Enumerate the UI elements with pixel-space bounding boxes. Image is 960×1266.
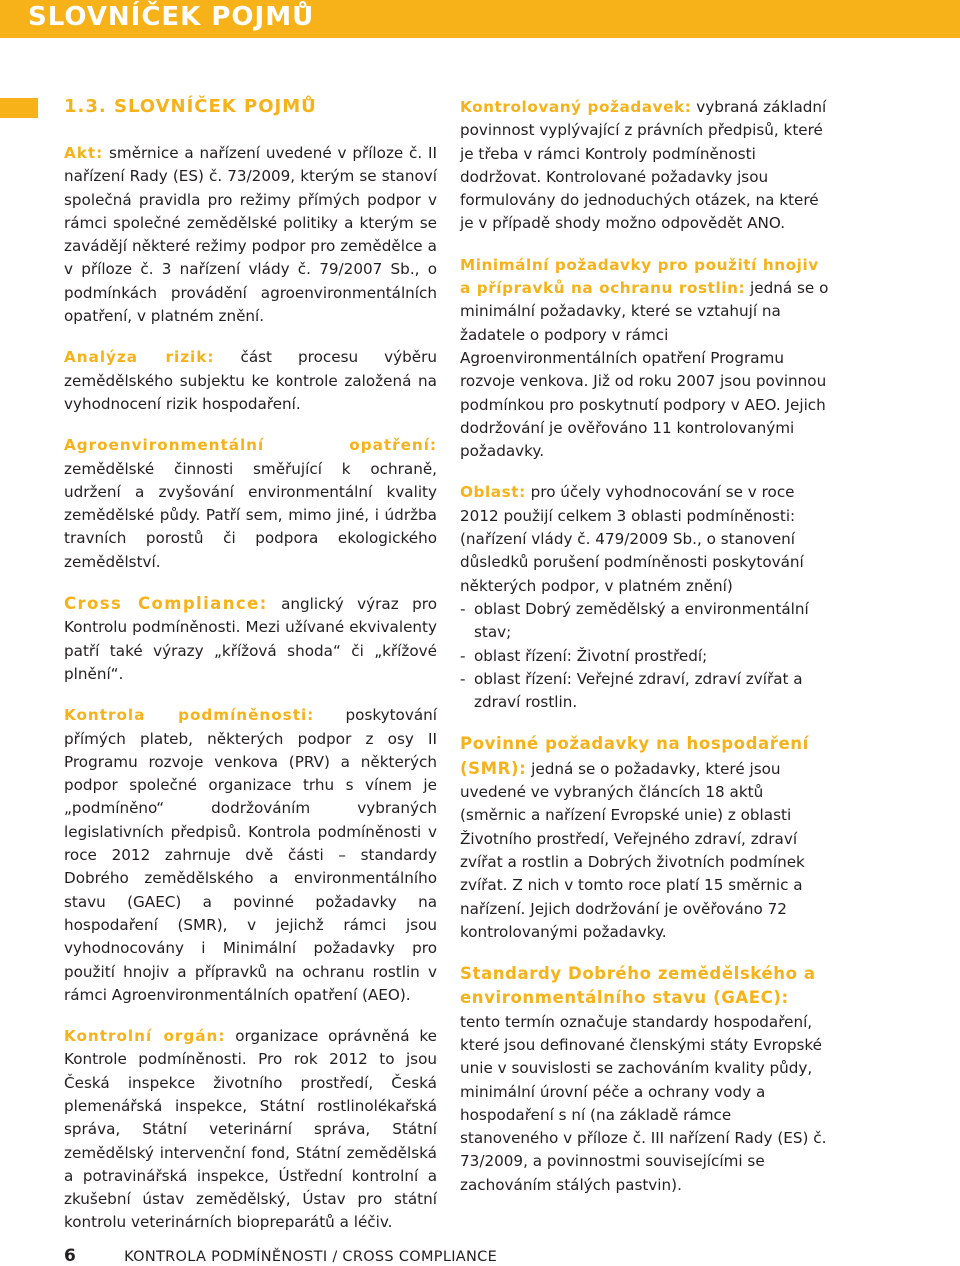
page-footer: [64, 1246, 497, 1266]
glossary-definition: anglický výraz pro Kontrolu podmíněnosti. Mezi užívané ekvivalenty patří také výrazy „křížová shoda“ či „křížové plnění“.: [64, 595, 437, 683]
list-item-text: oblast řízení: Veřejné zdraví, zdraví zvířat a zdraví rostlin.: [474, 669, 803, 712]
glossary-definition: tento termín označuje standardy hospodaření, které jsou definované členskými státy Evropské unie v souvislosti se zachováním kvality půdy, minimální úrovní péče a ochrany vody a hospodaření s ní (na základě rámce stanoveného v příloze č. III nařízení Rady (ES) č. 73/2009, a povinnostmi souvisejícími se zachováním stálých pastvin).: [460, 1012, 827, 1194]
glossary-entry-agroenvironmentalni-opatreni: [64, 434, 437, 574]
glossary-definition: jedná se o minimální požadavky, které se vztahují na žadatele o podpory v rámci Agroenvironmentálních opatření Programu rozvoje venkova. Již od roku 2007 jsou povinnou podmínkou pro poskytnutí podpory v AEO. Jejich dodržování je ověřováno 11 kontrolovanými požadavky.: [460, 279, 829, 461]
glossary-entry-akt: [64, 142, 437, 328]
glossary-term: Akt:: [64, 144, 104, 162]
dash-bullet: -: [460, 599, 466, 618]
glossary-entry-minimalni-pozadavky: [460, 254, 832, 464]
dash-bullet: -: [460, 669, 466, 688]
list-item: [460, 645, 832, 668]
section-marker: [0, 98, 38, 118]
glossary-definition: pro účely vyhodnocování se v roce 2012 použijí celkem 3 oblasti podmíněnosti: (nařízení vlády č. 479/2009 Sb., o stanovení důsledků porušení podmíněnosti poskytování některých podpor, v platném znění): [460, 483, 804, 595]
header-band: [0, 0, 960, 38]
list-item-text: oblast Dobrý zemědělský a environmentální stav;: [474, 599, 809, 642]
footer-text: KONTROLA PODMÍNĚNOSTI / CROSS COMPLIANCE: [124, 1249, 498, 1265]
glossary-definition: poskytování přímých plateb, některých podpor z osy II Programu rozvoje venkova (PRV) a některých podpor společné organizace trhu s vínem je „podmíněno“ dodržováním vybraných legislativních předpisů. Kontrola podmíněnosti v roce 2012 zahrnuje dvě části – standardy Dobrého zemědělského a environmentálního stavu (GAEC) a povinné požadavky na hospodaření (SMR), v jejichž rámci jsou vyhodnocovány i Minimální požadavky pro použití hnojiv a přípravků na ochranu rostlin v rámci Agroenvironmentálních opatření (AEO).: [64, 706, 437, 1004]
glossary-term: Oblast:: [460, 483, 526, 502]
glossary-entry-kontrolovany-pozadavek: [460, 96, 832, 236]
list-item-text: oblast řízení: Životní prostředí;: [474, 646, 708, 665]
left-column: [64, 96, 437, 1253]
dash-bullet: -: [460, 646, 466, 665]
glossary-entry-gaec: [460, 962, 832, 1197]
glossary-entry-smr: [460, 732, 832, 944]
glossary-term: Cross Compliance:: [64, 594, 268, 614]
page-number: 6: [64, 1246, 77, 1266]
right-column: [460, 96, 832, 1215]
list-item: [460, 598, 832, 645]
glossary-entry-oblast: [460, 481, 832, 714]
glossary-term: Kontrolní orgán:: [64, 1027, 226, 1046]
glossary-term: Kontrola podmíněnosti:: [64, 706, 315, 725]
list-item: [460, 668, 832, 715]
glossary-definition: vybraná základní povinnost vyplývající z právních předpisů, které je třeba v rámci Kontroly podmíněnosti dodržovat. Kontrolované požadavky jsou formulovány do jednoduchých otázek, na které je v případě shody možno odpovědět ANO.: [460, 98, 827, 233]
oblast-list: [460, 598, 832, 714]
glossary-definition: zemědělské činnosti směřující k ochraně, udržení a zvyšování environmentální kvality zemědělské půdy. Patří sem, mimo jiné, i údržba travních porostů či podpora ekologického zemědělství.: [64, 459, 437, 571]
glossary-term: Analýza rizik:: [64, 348, 215, 367]
glossary-term: Standardy Dobrého zemědělského a environmentálního stavu (GAEC):: [460, 964, 816, 1008]
section-heading: 1.3. SLOVNÍČEK POJMŮ: [64, 96, 317, 117]
glossary-entry-cross-compliance: [64, 592, 437, 686]
glossary-entry-kontrolni-organ: [64, 1025, 437, 1235]
glossary-definition: organizace oprávněná ke Kontrole podmíněnosti. Pro rok 2012 to jsou Česká inspekce životního prostředí, Česká plemenářská inspekce, Státní rostlinolékařská správa, Státní veterinární správa, Státní zemědělský intervenční fond, Státní zemědělská a potravinářská inspekce, Ústřední kontrolní a zkušební ústav zemědělský, Ústav pro státní kontrolu veterinárních biopreparátů a léčiv.: [64, 1027, 437, 1232]
glossary-term: Minimální požadavky pro použití hnojiv a přípravků na ochranu rostlin:: [460, 255, 819, 298]
header-title: SLOVNÍČEK POJMŮ: [28, 2, 315, 32]
glossary-entry-analyza-rizik: [64, 346, 437, 416]
glossary-term: Agroenvironmentální opatření:: [64, 436, 437, 455]
glossary-definition: část procesu výběru zemědělského subjektu ke kontrole založená na vyhodnocení rizik hospodaření.: [64, 348, 437, 413]
glossary-definition: směrnice a nařízení uvedené v příloze č. II nařízení Rady (ES) č. 73/2009, kterým se stanoví společná pravidla pro režimy přímých podpor v rámci společné zemědělské politiky a kterým se zavádějí některé režimy podpor pro zemědělce a v příloze č. 3 nařízení vlády č. 79/2007 Sb., o podmínkách provádění agroenvironmentálních opatření, v platném znění.: [64, 144, 437, 326]
glossary-entry-kontrola-podminenosti: [64, 704, 437, 1007]
glossary-term: Povinné požadavky na hospodaření (SMR):: [460, 734, 809, 778]
glossary-definition: jedná se o požadavky, které jsou uvedené ve vybraných článcích 18 aktů (směrnic a nařízení Evropské unie) z oblasti Životního prostředí, Veřejného zdraví, zdraví zvířat a rostlin a Dobrých životních podmínek zvířat. Z nich v tomto roce platí 15 směrnic a nařízení. Jejich dodržování je ověřováno 72 kontrolovanými požadavky.: [460, 759, 805, 941]
glossary-term: Kontrolovaný požadavek:: [460, 98, 692, 116]
